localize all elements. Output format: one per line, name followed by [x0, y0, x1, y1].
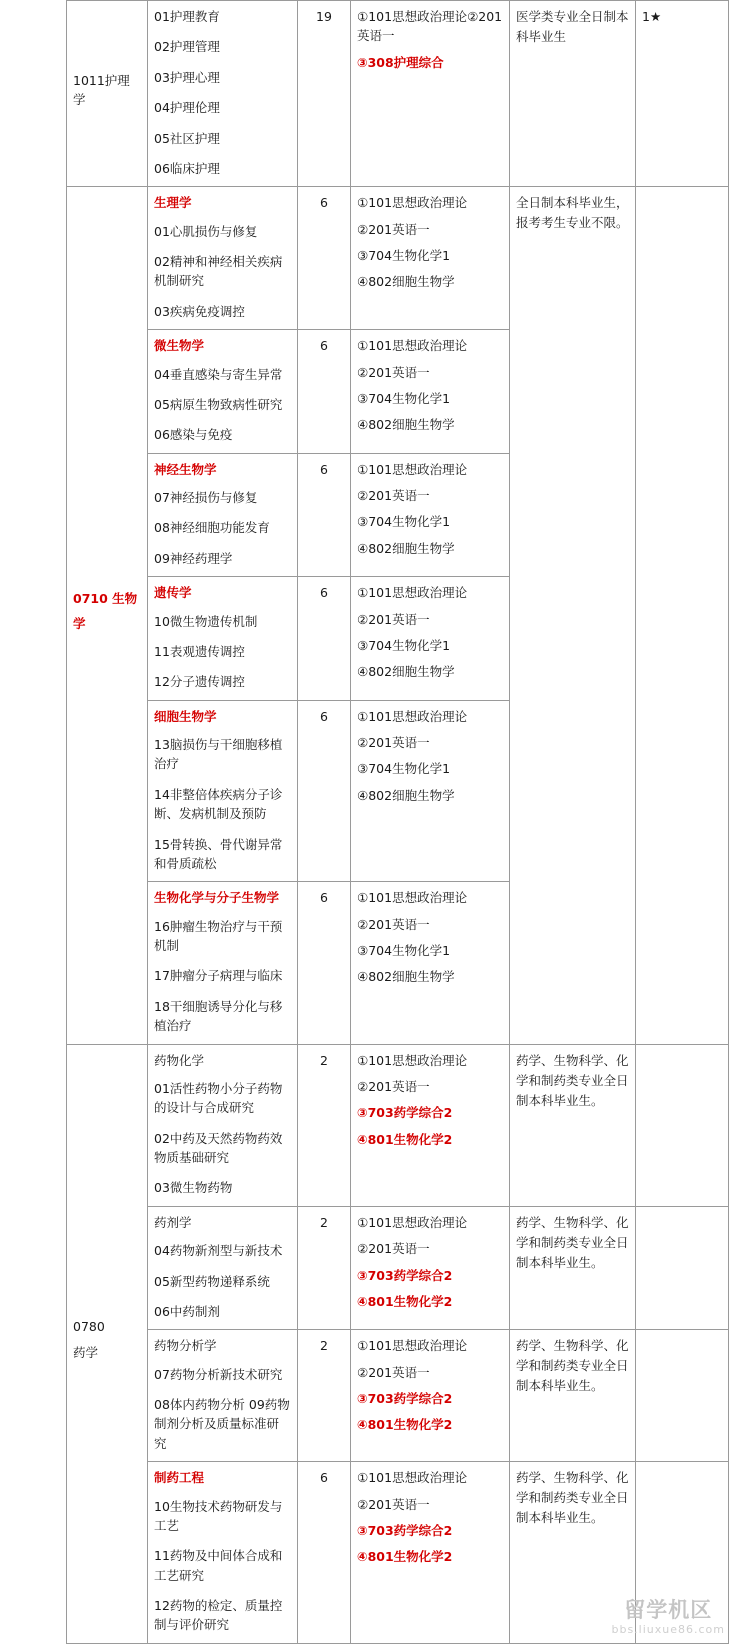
- watermark-url: bbs.liuxue86.com: [611, 1622, 725, 1636]
- cell-enrollment-count: 6: [298, 1462, 351, 1644]
- cell-directions: 细胞生物学 13脑损伤与干细胞移植治疗 14非整倍体疾病分子诊断、发病机制及预防 15骨转换、骨代谢异常和骨质疏松: [148, 700, 298, 882]
- cell-exam-subjects: ①101思想政治理论 ②201英语一 ③704生物化学1 ④802细胞生物学: [351, 882, 510, 1044]
- cell-directions: 01护理教育 02护理管理 03护理心理 04护理伦理 05社区护理 06临床护理: [148, 1, 298, 187]
- cell-exam-subjects: ①101思想政治理论②201英语一 ③308护理综合: [351, 1, 510, 187]
- cell-exam-subjects: ①101思想政治理论 ②201英语一 ③704生物化学1 ④802细胞生物学: [351, 187, 510, 330]
- cell-exam-subjects: ①101思想政治理论 ②201英语一 ③704生物化学1 ④802细胞生物学: [351, 453, 510, 577]
- cell-enrollment-count: 6: [298, 577, 351, 701]
- cell-enrollment-count: 19: [298, 1, 351, 187]
- cell-enrollment-count: 2: [298, 1044, 351, 1206]
- cell-directions: 药剂学 04药物新剂型与新技术 05新型药物递释系统 06中药制剂: [148, 1206, 298, 1330]
- cell-major: 0710 生物 学: [67, 187, 148, 1044]
- table-body: [67, 1, 729, 1644]
- cell-note: [636, 187, 729, 1044]
- cell-exam-subjects: ①101思想政治理论 ②201英语一 ③704生物化学1 ④802细胞生物学: [351, 577, 510, 701]
- cell-exam-subjects: ①101思想政治理论 ②201英语一 ③703药学综合2 ④801生物化学2: [351, 1044, 510, 1206]
- cell-enrollment-count: 6: [298, 882, 351, 1044]
- table-row: [67, 187, 729, 330]
- cell-exam-subjects: ①101思想政治理论 ②201英语一 ③703药学综合2 ④801生物化学2: [351, 1462, 510, 1644]
- cell-directions: 制药工程 10生物技术药物研发与工艺 11药物及中间体合成和工艺研究 12药物的检定、质量控制与评价研究: [148, 1462, 298, 1644]
- cell-note: [636, 1044, 729, 1206]
- cell-note: [636, 1330, 729, 1462]
- watermark-title: 留学机区: [624, 1597, 713, 1622]
- cell-requirement: 医学类专业全日制本科毕业生: [510, 1, 636, 187]
- table-row: [67, 1330, 729, 1462]
- cell-major: 0780 药学: [67, 1044, 148, 1643]
- cell-requirement: 药学、生物科学、化学和制药类专业全日制本科毕业生。: [510, 1330, 636, 1462]
- cell-directions: 药物化学 01活性药物小分子药物的设计与合成研究 02中药及天然药物药效物质基础研究 03微生物药物: [148, 1044, 298, 1206]
- cell-enrollment-count: 2: [298, 1206, 351, 1330]
- admissions-table: [66, 0, 729, 1644]
- cell-enrollment-count: 6: [298, 187, 351, 330]
- cell-enrollment-count: 2: [298, 1330, 351, 1462]
- cell-directions: 生理学 01心肌损伤与修复 02精神和神经相关疾病机制研究 03疾病免疫调控: [148, 187, 298, 330]
- cell-exam-subjects: ①101思想政治理论 ②201英语一 ③703药学综合2 ④801生物化学2: [351, 1330, 510, 1462]
- cell-enrollment-count: 6: [298, 700, 351, 882]
- cell-note: 1★: [636, 1, 729, 187]
- table-row: [67, 1, 729, 187]
- cell-enrollment-count: 6: [298, 453, 351, 577]
- cell-enrollment-count: 6: [298, 330, 351, 454]
- cell-note: [636, 1206, 729, 1330]
- cell-exam-subjects: ①101思想政治理论 ②201英语一 ③704生物化学1 ④802细胞生物学: [351, 330, 510, 454]
- cell-requirement: 药学、生物科学、化学和制药类专业全日制本科毕业生。: [510, 1044, 636, 1206]
- cell-requirement: 全日制本科毕业生，报考考生专业不限。: [510, 187, 636, 1044]
- cell-directions: 微生物学 04垂直感染与寄生异常 05病原生物致病性研究 06感染与免疫: [148, 330, 298, 454]
- table-row: [67, 1044, 729, 1206]
- cell-directions: 药物分析学 07药物分析新技术研究 08体内药物分析 09药物制剂分析及质量标准研究: [148, 1330, 298, 1462]
- cell-directions: 生物化学与分子生物学 16肿瘤生物治疗与干预机制 17肿瘤分子病理与临床 18干细胞诱导分化与移植治疗: [148, 882, 298, 1044]
- cell-directions: 遗传学 10微生物遗传机制 11表观遗传调控 12分子遗传调控: [148, 577, 298, 701]
- cell-exam-subjects: ①101思想政治理论 ②201英语一 ③703药学综合2 ④801生物化学2: [351, 1206, 510, 1330]
- table-row: [67, 1206, 729, 1330]
- cell-exam-subjects: ①101思想政治理论 ②201英语一 ③704生物化学1 ④802细胞生物学: [351, 700, 510, 882]
- watermark: [611, 1599, 725, 1636]
- cell-requirement: 药学、生物科学、化学和制药类专业全日制本科毕业生。: [510, 1462, 636, 1644]
- cell-directions: 神经生物学 07神经损伤与修复 08神经细胞功能发育 09神经药理学: [148, 453, 298, 577]
- cell-major: 1011护理学: [67, 1, 148, 187]
- cell-requirement: 药学、生物科学、化学和制药类专业全日制本科毕业生。: [510, 1206, 636, 1330]
